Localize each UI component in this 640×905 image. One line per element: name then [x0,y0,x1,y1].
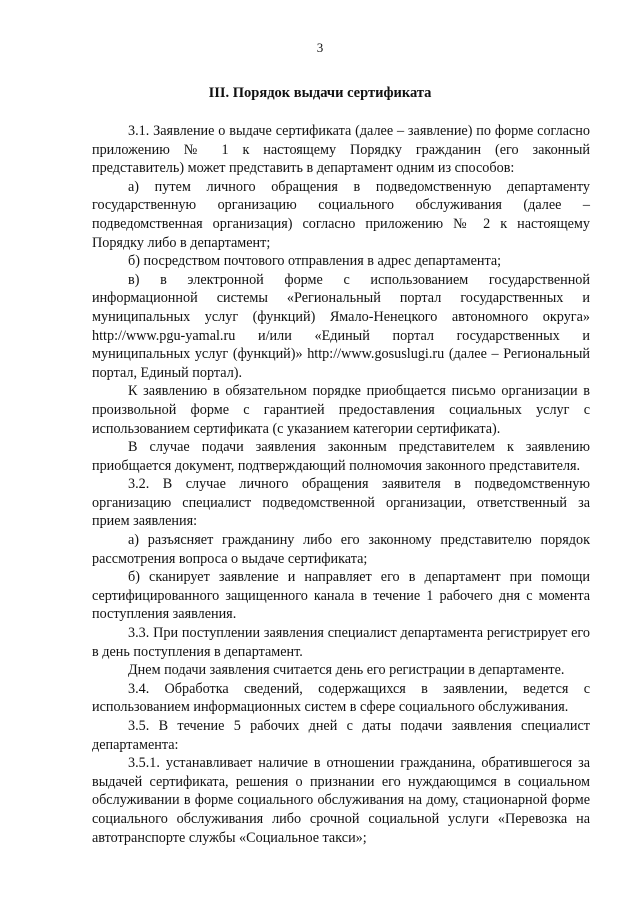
paragraph-3-3: 3.3. При поступлении заявления специалист департамента регистрирует его в день поступления в департамент. [92,625,590,660]
section-title: III. Порядок выдачи сертификата [208,85,432,101]
page-number: 3 [316,40,324,55]
paragraph-letter-requirement: К заявлению в обязательном порядке приобщается письмо организации в произвольной форме с гарантией предоставления социальных услуг с использованием сертификата (с указанием категории сертификата). [92,383,590,437]
paragraph-3-4: 3.4. Обработка сведений, содержащихся в заявлении, ведется с использованием информационных систем в сфере социального обслуживания. [92,680,590,716]
paragraph-3-5-1: 3.5.1. устанавливает наличие в отношении гражданина, обратившегося за выдачей сертификата, решения о признании его нуждающимся в социальном обслуживании в форме социального обслуживания на дому, стационарной форме социального обслуживания либо срочной социальной услуги «Перевозка на автотранспорте службы «Социальное такси»; [92,755,590,846]
paragraph-3-2-a: а) разъясняет гражданину либо его законному представителю порядок рассмотрения вопроса о выдаче сертификата; [92,532,590,567]
paragraph-registration-day: Днем подачи заявления считается день его регистрации в департаменте. [128,662,565,679]
paragraph-3-2: 3.2. В случае личного обращения заявителя в подведомственную организацию специалист подведомственной организации, ответственный за прием заявления: [92,476,590,530]
paragraph-3-5: 3.5. В течение 5 рабочих дней с даты подачи заявления специалист департамента: [92,718,590,753]
paragraph-3-2-b: б) сканирует заявление и направляет его в департамент при помощи сертифицированного защищенного канала в течение 1 рабочего дня с момента поступления заявления. [92,569,590,623]
paragraph-3-1-b: б) посредством почтового отправления в адрес департамента; [128,253,502,270]
paragraph-representative: В случае подачи заявления законным представителем к заявлению приобщается документ, подтверждающий полномочия законного представителя. [92,439,590,474]
paragraph-3-1-v: в) в электронной форме с использованием государственной информационной системы «Региональный портал государственных и муниципальных услуг (функций) Ямало-Ненецкого автономного округа» http://www.pgu-yamal.ru и/или «Единый портал государственных и муниципальных услуг (функций)» http://www.gosuslugi.ru (далее – Региональный портал, Единый портал). [92,271,590,381]
document-body [92,122,590,847]
paragraph-3-1: 3.1. Заявление о выдаче сертификата (далее – заявление) по форме согласно приложению № 1 к настоящему Порядку гражданин (его законный представитель) может представить в департамент одним из способов: [92,123,590,177]
paragraph-3-1-a: а) путем личного обращения в подведомственную департаменту государственную организацию социального обслуживания (далее – подведомственная организация) согласно приложению № 2 к настоящему Порядку либо в департамент; [92,178,590,251]
